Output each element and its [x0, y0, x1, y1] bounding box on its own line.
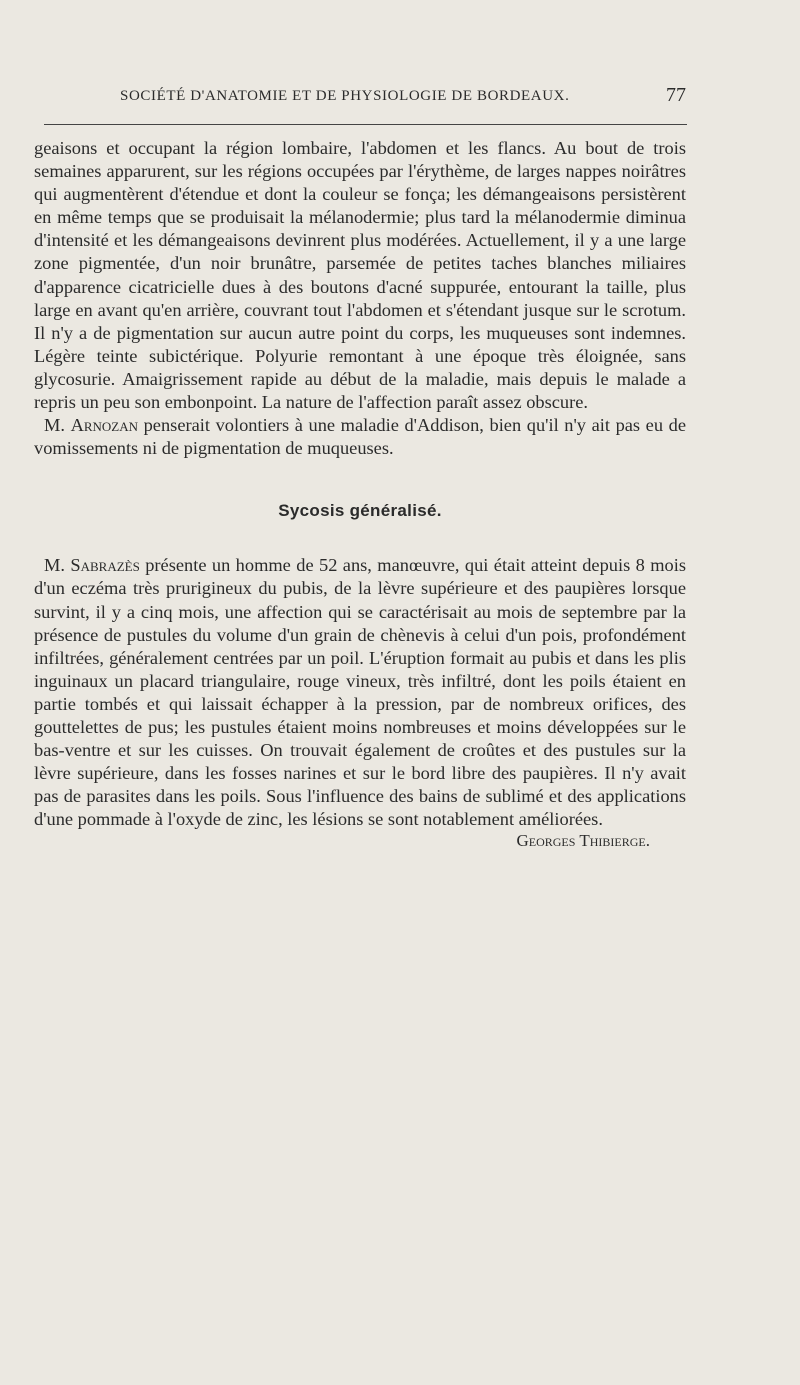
- paragraph-sabrazes: [34, 554, 686, 831]
- running-title: SOCIÉTÉ D'ANATOMIE ET DE PHYSIOLOGIE DE BORDEAUX.: [120, 88, 570, 104]
- running-head: [42, 84, 686, 108]
- paragraph-continuation: geaisons et occupant la région lombaire, l'abdomen et les flancs. Au bout de trois semaines apparurent, sur les régions occupées par l'érythème, de larges nappes noirâtres qui augmentèrent d'étendue et dont la couleur se fonça; les démangeaisons persistèrent en même temps que se produisait la mélanodermie; plus tard la mélanodermie diminua d'intensité et les démangeaisons devinrent plus modérées. Actuellement, il y a une large zone pigmentée, d'un noir brunâtre, parsemée de petites taches blanches miliaires d'apparence cicatricielle dues à des boutons d'acné suppurée, entourant la taille, plus large en avant qu'en arrière, couvrant tout l'abdomen et s'étendant jusque sur le scrotum. Il n'y a de pigmentation sur aucun autre point du corps, les muqueuses sont indemnes. Légère teinte subictérique. Polyurie remontant à une époque très éloignée, sans glycosurie. Amaigrissement rapide au début de la maladie, mais depuis le malade a repris un peu son embonpoint. La nature de l'affection paraît assez obscure.: [34, 138, 686, 413]
- section-title: Sycosis généralisé.: [278, 501, 442, 521]
- page-number: 77: [666, 84, 686, 106]
- paragraph-arnozan: [34, 414, 686, 460]
- paragraph-prefix: M.: [44, 415, 71, 436]
- paragraph-body: présente un homme de 52 ans, manœuvre, qui était atteint depuis 8 mois d'un eczéma très prurigineux du pubis, de la lèvre supérieure et des paupières lorsque survint, il y a cinq mois, une affection qui se caractérisait au mois de septembre par la présence de pustules du volume d'un grain de chènevis à celui d'un pois, profondément infiltrées, généralement centrées par un poil. L'éruption formait au pubis et dans les plis inguinaux un placard triangulaire, rouge vineux, très infiltré, dont les poils étaient en partie tombés et qui laissait échapper à la pression, par de nombreux orifices, des gouttelettes de pus; les pustules étaient moins nombreuses et moins développées sur le bas-ventre et sur les cuisses. On trouvait également de croûtes et des pustules sur la lèvre supérieure, dans les fosses narines et sur le bord libre des paupières. Il n'y avait pas de parasites dans les poils. Sous l'influence des bains de sublimé et des applications d'une pommade à l'oxyde de zinc, les lésions se sont notablement améliorées.: [34, 555, 686, 830]
- header-rule: [44, 124, 687, 125]
- body-text: [34, 137, 686, 851]
- paragraph-body: penserait volontiers à une maladie d'Addison, bien qu'il n'y ait pas eu de vomissements ni de pigmentation de muqueuses.: [34, 415, 686, 459]
- paragraph-prefix: M.: [44, 555, 71, 576]
- signature: Georges Thibierge.: [516, 831, 650, 851]
- author-name: Arnozan: [70, 415, 139, 436]
- author-name: Sabrazès: [70, 555, 140, 576]
